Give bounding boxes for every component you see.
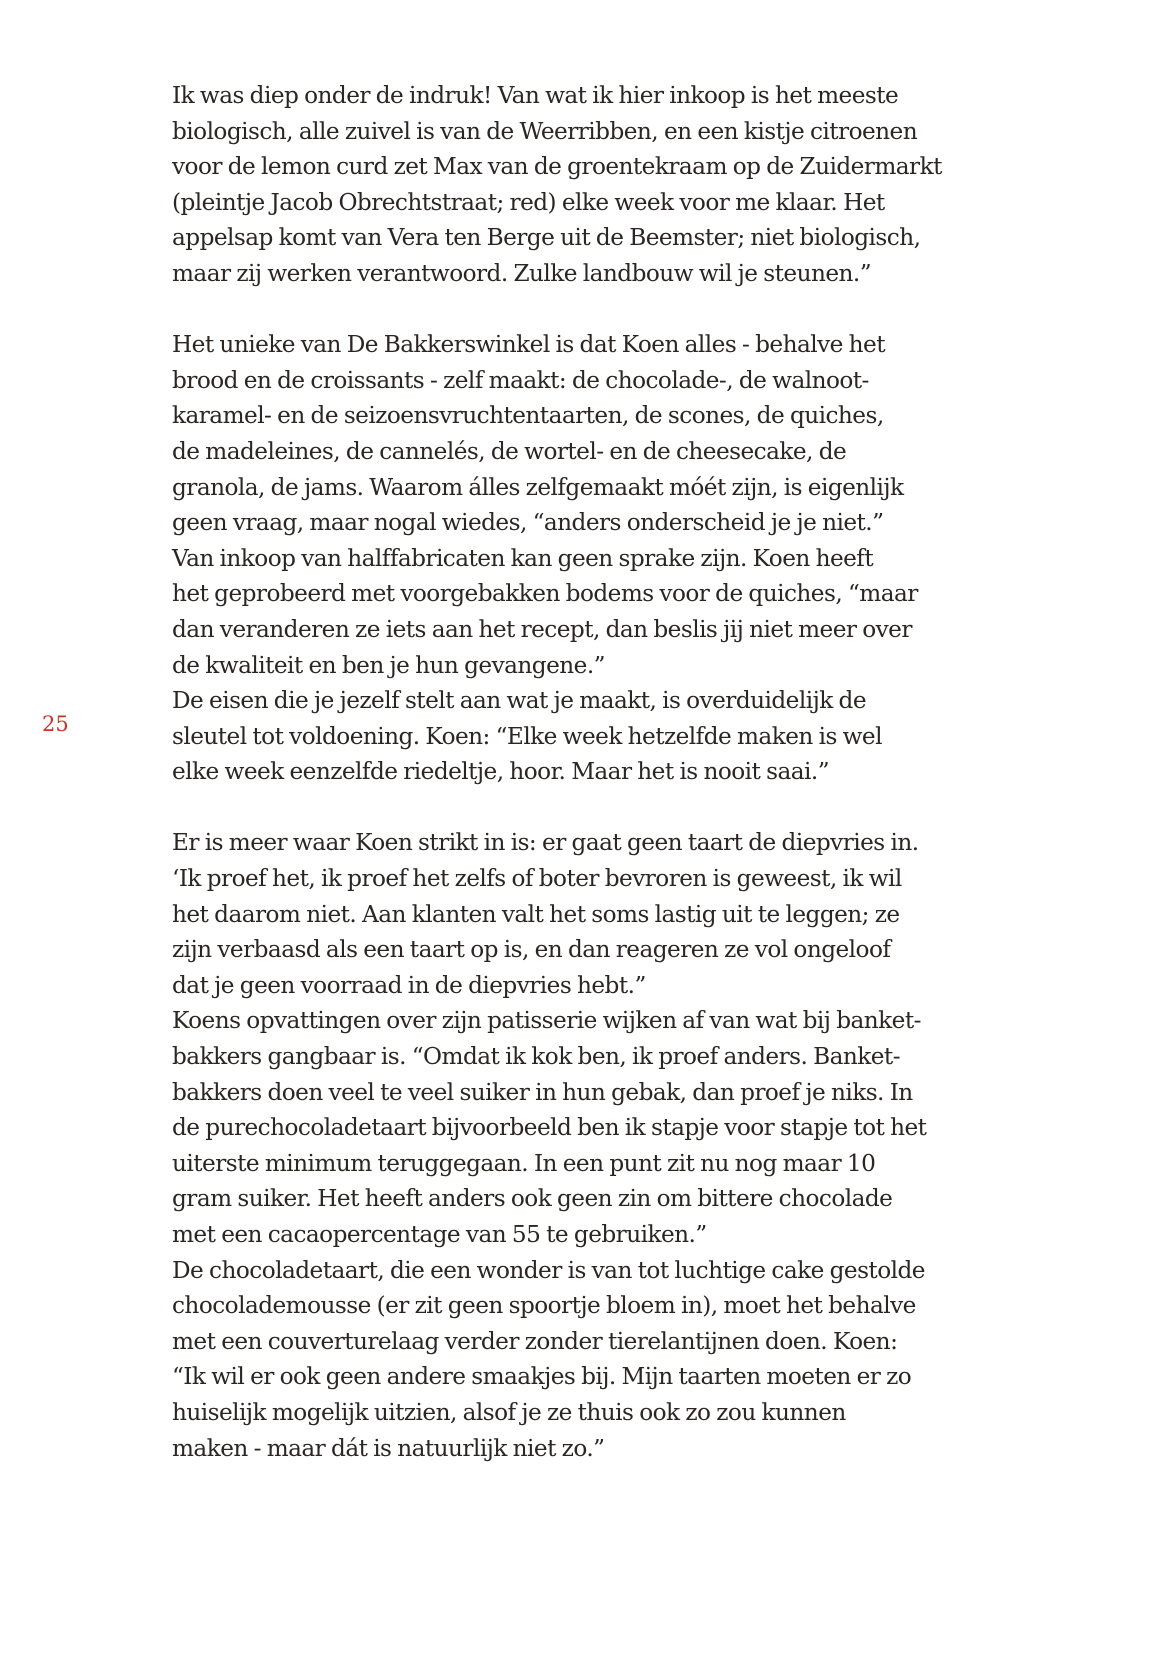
text-line: De eisen die je jezelf stelt aan wat je maakt, is overduidelijk de (172, 687, 867, 715)
text-line: appelsap komt van Vera ten Berge uit de Beemster; niet biologisch, (172, 224, 921, 252)
text-line: de kwaliteit en ben je hun gevangene.” (172, 651, 605, 679)
text-line: chocolademousse (er zit geen spoortje bloem in), moet het behalve (172, 1292, 916, 1320)
text-line: maar zij werken verantwoord. Zulke landbouw wil je steunen.” (172, 259, 872, 287)
text-line: voor de lemon curd zet Max van de groentekraam op de Zuidermarkt (172, 153, 942, 181)
text-line: biologisch, alle zuivel is van de Weerribben, en een kistje citroenen (172, 117, 918, 145)
text-line: dan veranderen ze iets aan het recept, dan beslis jij niet meer over (172, 615, 912, 643)
text-line: brood en de croissants - zelf maakt: de chocolade-, de walnoot- (172, 366, 869, 394)
text-line: granola, de jams. Waarom álles zelfgemaakt móét zijn, is eigenlijk (172, 473, 904, 501)
text-line: de madeleines, de cannelés, de wortel- en de cheesecake, de (172, 437, 847, 465)
text-line: “Ik wil er ook geen andere smaakjes bij. Mijn taarten moeten er zo (172, 1363, 912, 1391)
paragraph (172, 78, 1052, 292)
text-line: De chocoladetaart, die een wonder is van tot luchtige cake gestolde (172, 1256, 925, 1284)
text-line: bakkers gangbaar is. “Omdat ik kok ben, ik proef anders. Banket- (172, 1043, 900, 1071)
text-line: Van inkoop van halffabricaten kan geen sprake zijn. Koen heeft (172, 544, 874, 572)
page-number: 25 (42, 712, 69, 736)
text-line: sleutel tot voldoening. Koen: “Elke week hetzelfde maken is wel (172, 722, 882, 750)
text-line: huiselijk mogelijk uitzien, alsof je ze thuis ook zo zou kunnen (172, 1398, 846, 1426)
text-line: maken - maar dát is natuurlijk niet zo.” (172, 1434, 605, 1462)
text-line: de purechocoladetaart bijvoorbeeld ben ik stapje voor stapje tot het (172, 1114, 927, 1142)
text-line: geen vraag, maar nogal wiedes, “anders onderscheid je je niet.” (172, 509, 884, 537)
paragraph (172, 327, 1052, 790)
text-line: met een cacaopercentage van 55 te gebruiken.” (172, 1221, 707, 1248)
text-line: met een couverturelaag verder zonder tierelantijnen doen. Koen: (172, 1327, 898, 1355)
text-line: elke week eenzelfde riedeltje, hoor. Maar het is nooit saai.” (172, 758, 830, 786)
text-line: zijn verbaasd als een taart op is, en dan reageren ze vol ongeloof (172, 936, 891, 964)
text-line: (pleintje Jacob Obrechtstraat; red) elke week voor me klaar. Het (172, 188, 885, 216)
text-line: dat je geen voorraad in de diepvries hebt.” (172, 971, 646, 999)
text-line: karamel- en de seizoensvruchtentaarten, de scones, de quiches, (172, 402, 884, 430)
text-line: bakkers doen veel te veel suiker in hun gebak, dan proef je niks. In (172, 1078, 913, 1106)
paragraph-gap (172, 790, 1052, 826)
paragraph (172, 825, 1052, 1466)
text-line: gram suiker. Het heeft anders ook geen zin om bittere chocolade (172, 1185, 893, 1213)
text-line: Koens opvattingen over zijn patisserie wijken af van wat bij banket- (172, 1007, 921, 1035)
article-body (172, 78, 1052, 1466)
paragraph-gap (172, 292, 1052, 328)
text-line: ‘Ik proef het, ik proef het zelfs of boter bevroren is geweest, ik wil (172, 865, 902, 893)
text-line: Het unieke van De Bakkerswinkel is dat Koen alles - behalve het (172, 331, 885, 359)
text-line: het geprobeerd met voorgebakken bodems voor de quiches, “maar (172, 580, 918, 608)
text-line: Er is meer waar Koen strikt in is: er gaat geen taart de diepvries in. (172, 829, 919, 857)
text-line: Ik was diep onder de indruk! Van wat ik hier inkoop is het meeste (172, 82, 899, 109)
text-line: het daarom niet. Aan klanten valt het soms lastig uit te leggen; ze (172, 900, 900, 928)
text-line: uiterste minimum teruggegaan. In een punt zit nu nog maar 10 (172, 1149, 876, 1177)
